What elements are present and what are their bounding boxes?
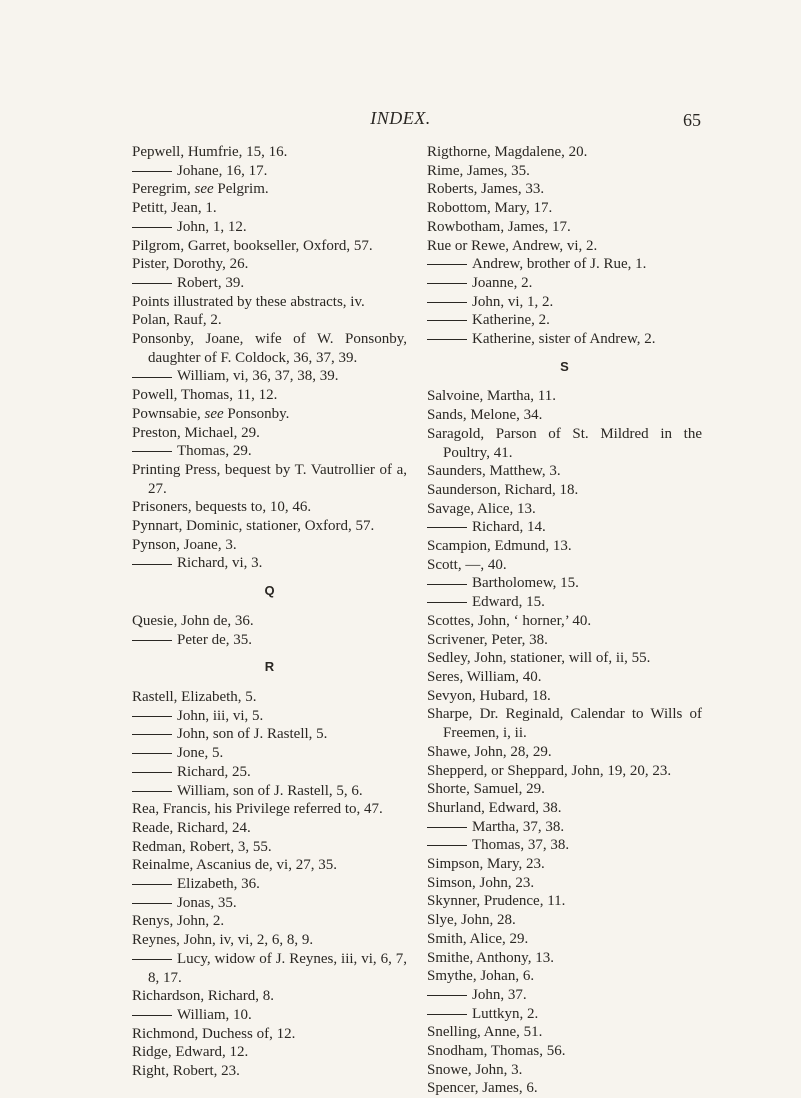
entry-text: John, son of J. Rastell, 5. — [177, 726, 328, 743]
entry-text: Snowe, John, 3. — [427, 1061, 523, 1078]
ditto-dash — [427, 584, 467, 585]
index-entry — [132, 782, 407, 801]
entry-text: Richardson, Richard, 8. — [132, 988, 275, 1005]
ditto-dash — [427, 320, 467, 321]
entry-text: Shepperd, or Sheppard, John, 19, 20, 23. — [427, 762, 672, 779]
entry-text: Rowbotham, James, 17. — [427, 218, 571, 235]
entry-text: Luttkyn, 2. — [472, 1005, 539, 1022]
entry-text: Skynner, Prudence, 11. — [427, 893, 566, 910]
index-entry — [427, 311, 702, 330]
entry-text: John, vi, 1, 2. — [472, 293, 554, 310]
ditto-dash — [132, 791, 172, 792]
index-entry — [132, 894, 407, 913]
index-entry — [132, 180, 407, 199]
index-entry — [132, 631, 407, 650]
index-entry — [132, 293, 407, 312]
index-entry — [132, 386, 407, 405]
index-entry — [132, 162, 407, 181]
index-entry — [427, 274, 702, 293]
entry-text: Reinalme, Ascanius de, vi, 27, 35. — [132, 857, 337, 874]
index-entry — [427, 255, 702, 274]
index-entry — [427, 425, 702, 462]
index-entry — [427, 406, 702, 425]
entry-text: Pynson, Joane, 3. — [132, 536, 237, 553]
entry-text: Simson, John, 23. — [427, 874, 535, 891]
entry-text: Ponsonby. — [223, 405, 290, 422]
ditto-dash — [427, 1014, 467, 1015]
index-entry — [132, 255, 407, 274]
index-entry — [427, 836, 702, 855]
entry-text: Pepwell, Humfrie, 15, 16. — [132, 144, 288, 160]
entry-text: Salvoine, Martha, 11. — [427, 388, 557, 405]
index-entry — [427, 462, 702, 481]
entry-text: Snelling, Anne, 51. — [427, 1024, 543, 1041]
entry-text: Points illustrated by these abstracts, iv. — [132, 293, 365, 310]
index-entry — [427, 874, 702, 893]
index-entry — [427, 481, 702, 500]
index-entry — [427, 967, 702, 986]
index-entry — [132, 424, 407, 443]
index-entry — [427, 387, 702, 406]
index-entry — [132, 143, 407, 162]
index-entry — [427, 1061, 702, 1080]
entry-text: Rime, James, 35. — [427, 162, 530, 179]
entry-text: Quesie, John de, 36. — [132, 612, 254, 629]
section-letter: S — [560, 358, 569, 374]
entry-text: Sevyon, Hubard, 18. — [427, 687, 551, 704]
entry-text: Snodham, Thomas, 56. — [427, 1043, 566, 1060]
ditto-dash — [427, 264, 467, 265]
entry-text: William, 10. — [177, 1006, 252, 1023]
index-entry — [427, 705, 702, 742]
entry-text: Slye, John, 28. — [427, 912, 516, 929]
index-entry — [427, 631, 702, 650]
entry-text: Jonas, 35. — [177, 894, 237, 911]
index-entry — [132, 912, 407, 931]
entry-text: William, son of J. Rastell, 5, 6. — [177, 782, 363, 799]
entry-text: Robottom, Mary, 17. — [427, 200, 553, 217]
index-entry — [427, 762, 702, 781]
entry-text: Scottes, John, ‘ horner,’ 40. — [427, 612, 592, 629]
entry-text: Rue or Rewe, Andrew, vi, 2. — [427, 237, 598, 254]
index-entry — [132, 218, 407, 237]
index-entry — [132, 405, 407, 424]
entry-text: Powell, Thomas, 11, 12. — [132, 387, 278, 404]
index-entry — [427, 218, 702, 237]
index-entry — [132, 875, 407, 894]
index-entry — [132, 536, 407, 555]
ditto-dash — [427, 995, 467, 996]
entry-text: Ridge, Edward, 12. — [132, 1044, 249, 1061]
entry-text: Saunderson, Richard, 18. — [427, 481, 579, 498]
entry-text: Shorte, Samuel, 29. — [427, 781, 545, 798]
index-entry — [427, 199, 702, 218]
index-entry — [427, 818, 702, 837]
ditto-dash — [427, 283, 467, 284]
entry-text: Andrew, brother of J. Rue, 1. — [472, 256, 647, 273]
index-entry — [132, 498, 407, 517]
ditto-dash — [132, 903, 172, 904]
index-entry — [132, 856, 407, 875]
index-entry — [427, 930, 702, 949]
index-entry — [132, 199, 407, 218]
index-entry — [132, 744, 407, 763]
entry-text: Richard, vi, 3. — [177, 555, 263, 572]
entry-text: Smith, Alice, 29. — [427, 930, 529, 947]
section-letter: R — [264, 659, 275, 675]
ditto-dash — [132, 716, 172, 717]
index-entry — [132, 367, 407, 386]
index-entry — [132, 838, 407, 857]
index-entry — [132, 1025, 407, 1044]
index-entry — [427, 500, 702, 519]
index-entry — [132, 554, 407, 573]
ditto-dash — [132, 884, 172, 885]
ditto-dash — [132, 734, 172, 735]
ditto-dash — [427, 845, 467, 846]
entry-text: Edward, 15. — [472, 594, 545, 611]
index-entry — [132, 442, 407, 461]
index-entry — [427, 143, 702, 162]
entry-text: Peter de, 35. — [177, 631, 252, 648]
entry-text: Shurland, Edward, 38. — [427, 799, 562, 816]
entry-text: Robert, 39. — [177, 274, 245, 291]
entry-text: Pelgrim. — [213, 181, 269, 198]
entry-prefix: Pownsabie, — [132, 405, 205, 422]
index-entry — [427, 949, 702, 968]
index-entry — [427, 556, 702, 575]
index-entry — [427, 162, 702, 181]
entry-text: Saragold, Parson of St. Mildred in the Poultry, 41. — [427, 425, 702, 461]
entry-text: John, 1, 12. — [177, 218, 247, 235]
index-entry — [427, 1079, 702, 1098]
entry-text: Smithe, Anthony, 13. — [427, 949, 554, 966]
ditto-dash — [427, 827, 467, 828]
index-entry — [427, 911, 702, 930]
entry-prefix: Peregrim, — [132, 181, 195, 198]
index-entry — [132, 461, 407, 498]
entry-text: Scrivener, Peter, 38. — [427, 631, 548, 648]
entry-text: Ponsonby, Joane, wife of W. Ponsonby, daughter of F. Coldock, 36, 37, 39. — [132, 331, 407, 366]
index-entry — [132, 330, 407, 367]
entry-text: Rastell, Elizabeth, 5. — [132, 688, 257, 705]
running-head: INDEX. — [370, 108, 431, 128]
page-number: 65 — [683, 110, 701, 130]
entry-text: Polan, Rauf, 2. — [132, 312, 222, 329]
index-entry — [427, 855, 702, 874]
entry-text: Johane, 16, 17. — [177, 162, 268, 179]
index-entry — [132, 311, 407, 330]
entry-text: Renys, John, 2. — [132, 913, 225, 930]
index-entry — [132, 725, 407, 744]
cross-reference-see: see — [194, 181, 214, 198]
entry-text: Preston, Michael, 29. — [132, 424, 260, 441]
ditto-dash — [132, 377, 172, 378]
index-entry — [427, 574, 702, 593]
index-entry — [132, 819, 407, 838]
index-entry — [132, 931, 407, 950]
entry-text: Jone, 5. — [177, 745, 224, 762]
ditto-dash — [132, 283, 172, 284]
index-entry — [132, 688, 407, 707]
entry-text: Richmond, Duchess of, 12. — [132, 1025, 296, 1042]
entry-text: Thomas, 37, 38. — [472, 837, 570, 854]
entry-text: Prisoners, bequests to, 10, 46. — [132, 499, 312, 516]
entry-text: Richard, 25. — [177, 763, 251, 780]
entry-text: Elizabeth, 36. — [177, 876, 260, 893]
entry-text: Pister, Dorothy, 26. — [132, 256, 249, 273]
index-entry — [132, 707, 407, 726]
entry-text: Rigthorne, Magdalene, 20. — [427, 144, 588, 160]
index-entry — [132, 763, 407, 782]
entry-text: Printing Press, bequest by T. Vautrollier of a, 27. — [132, 461, 407, 497]
index-entry — [427, 518, 702, 537]
entry-text: Sharpe, Dr. Reginald, Calendar to Wills of Freemen, i, ii. — [427, 706, 702, 742]
ditto-dash — [132, 959, 172, 960]
index-entry — [427, 649, 702, 668]
entry-text: Savage, Alice, 13. — [427, 500, 536, 517]
index-entry — [132, 274, 407, 293]
index-entry — [427, 892, 702, 911]
entry-text: Pynnart, Dominic, stationer, Oxford, 57. — [132, 518, 375, 535]
index-entry — [427, 293, 702, 312]
index-entry — [427, 537, 702, 556]
index-entry — [132, 987, 407, 1006]
index-entry — [427, 986, 702, 1005]
ditto-dash — [427, 527, 467, 528]
ditto-dash — [132, 753, 172, 754]
ditto-dash — [427, 302, 467, 303]
entry-text: Katherine, sister of Andrew, 2. — [472, 331, 656, 348]
ditto-dash — [132, 640, 172, 641]
ditto-dash — [427, 339, 467, 340]
entry-text: William, vi, 36, 37, 38, 39. — [177, 368, 339, 385]
ditto-dash — [132, 772, 172, 773]
index-entry — [427, 1005, 702, 1024]
index-entry — [132, 1006, 407, 1025]
entry-text: Katherine, 2. — [472, 312, 550, 329]
index-entry — [427, 780, 702, 799]
entry-text: Reade, Richard, 24. — [132, 819, 251, 836]
index-entry — [427, 1023, 702, 1042]
index-entry — [132, 517, 407, 536]
entry-text: Spencer, James, 6. — [427, 1080, 538, 1097]
entry-text: Sands, Melone, 34. — [427, 407, 543, 424]
ditto-dash — [132, 451, 172, 452]
entry-text: Joanne, 2. — [472, 274, 533, 291]
entry-text: Saunders, Matthew, 3. — [427, 463, 561, 480]
index-column-right — [427, 143, 702, 1098]
index-entry — [427, 743, 702, 762]
index-entry — [427, 237, 702, 256]
entry-text: Bartholomew, 15. — [472, 575, 579, 592]
entry-text: Petitt, Jean, 1. — [132, 200, 217, 217]
ditto-dash — [132, 171, 172, 172]
entry-text: Martha, 37, 38. — [472, 818, 565, 835]
entry-text: John, 37. — [472, 986, 527, 1003]
index-entry — [427, 799, 702, 818]
entry-text: Seres, William, 40. — [427, 668, 542, 685]
entry-text: Pilgrom, Garret, bookseller, Oxford, 57. — [132, 237, 373, 254]
entry-text: Redman, Robert, 3, 55. — [132, 838, 272, 855]
index-entry — [132, 612, 407, 631]
entry-text: John, iii, vi, 5. — [177, 707, 264, 724]
ditto-dash — [427, 602, 467, 603]
index-entry — [132, 800, 407, 819]
entry-text: Richard, 14. — [472, 519, 546, 536]
entry-text: Smythe, Johan, 6. — [427, 968, 535, 985]
entry-text: Roberts, James, 33. — [427, 181, 545, 198]
ditto-dash — [132, 1015, 172, 1016]
entry-text: Scott, —, 40. — [427, 556, 507, 573]
index-entry — [132, 237, 407, 256]
entry-text: Lucy, widow of J. Reynes, iii, vi, 6, 7, 8, 17. — [148, 950, 407, 986]
index-entry — [427, 330, 702, 349]
entry-text: Simpson, Mary, 23. — [427, 856, 545, 873]
index-entry — [427, 593, 702, 612]
index-entry — [132, 1043, 407, 1062]
ditto-dash — [132, 564, 172, 565]
index-entry — [427, 668, 702, 687]
index-column-left — [132, 143, 407, 1081]
section-letter: Q — [264, 583, 275, 599]
index-entry — [427, 180, 702, 199]
index-entry — [427, 612, 702, 631]
entry-text: Rea, Francis, his Privilege referred to, 47. — [132, 801, 383, 818]
entry-text: Shawe, John, 28, 29. — [427, 743, 552, 760]
entry-text: Thomas, 29. — [177, 443, 252, 460]
ditto-dash — [132, 227, 172, 228]
entry-text: Scampion, Edmund, 13. — [427, 538, 572, 555]
entry-text: Right, Robert, 23. — [132, 1063, 240, 1080]
cross-reference-see: see — [204, 405, 224, 422]
entry-text: Sedley, John, stationer, will of, ii, 55. — [427, 650, 651, 667]
entry-text: Reynes, John, iv, vi, 2, 6, 8, 9. — [132, 932, 314, 949]
index-entry — [132, 950, 407, 987]
index-entry — [132, 1062, 407, 1081]
index-entry — [427, 687, 702, 706]
